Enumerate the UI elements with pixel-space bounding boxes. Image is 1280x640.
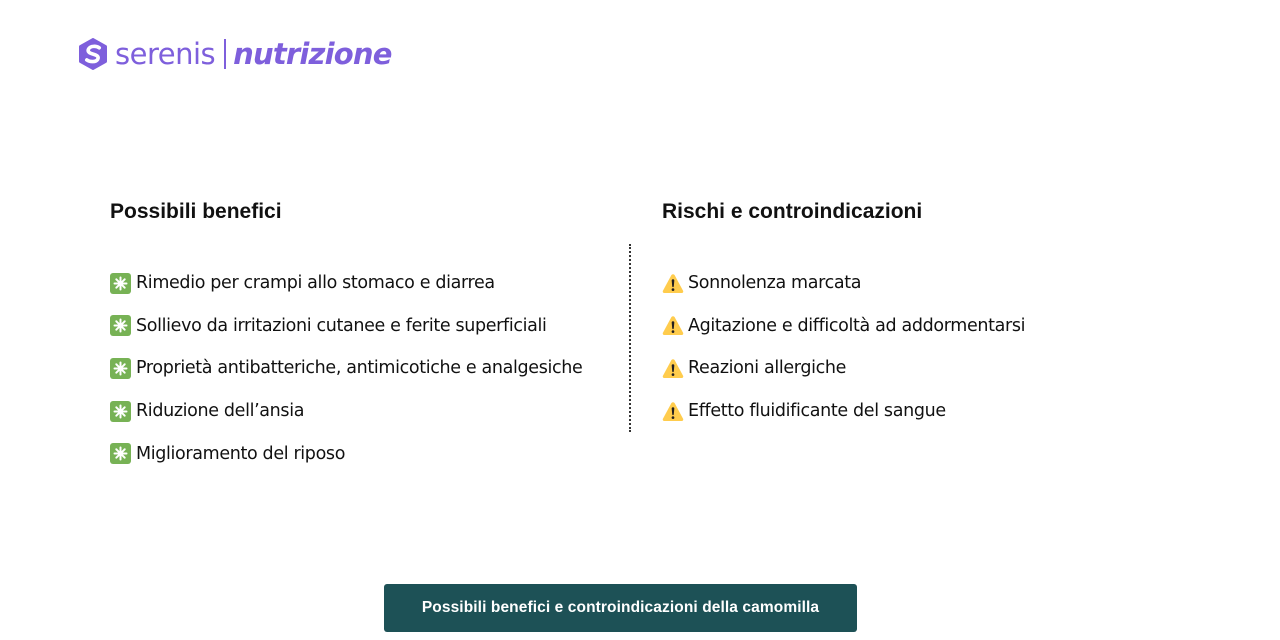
benefits-item-label: Miglioramento del riposo [136, 443, 346, 464]
sparkle-icon [110, 315, 131, 336]
logo-brand-text: serenis [115, 36, 216, 71]
serenis-logo [78, 37, 392, 71]
warning-icon [662, 315, 684, 336]
risks-item-label: Reazioni allergiche [688, 358, 847, 379]
benefits-section [110, 195, 620, 464]
image-caption: Possibili benefici e controindicazioni della camomilla [384, 584, 857, 632]
warning-icon [662, 401, 684, 422]
risks-item-label: Agitazione e difficoltà ad addormentarsi [688, 315, 1026, 336]
benefits-item-label: Riduzione dell’ansia [136, 401, 305, 422]
logo-product-text: nutrizione [233, 36, 392, 71]
risks-list [662, 262, 1025, 432]
benefits-heading: Possibili benefici [110, 200, 282, 223]
benefits-item [110, 390, 582, 433]
sparkle-icon [110, 273, 131, 294]
sparkle-icon [110, 358, 131, 379]
risks-item-label: Sonnolenza marcata [688, 273, 862, 294]
benefits-item-label: Rimedio per crampi allo stomaco e diarrea [136, 273, 495, 294]
serenis-s-logo-icon [78, 38, 108, 70]
warning-icon [662, 273, 684, 294]
benefits-list [110, 262, 582, 475]
risks-item [662, 347, 1025, 390]
benefits-item [110, 262, 582, 305]
risks-heading: Rischi e controindicazioni [662, 200, 923, 223]
risks-item-label: Effetto fluidificante del sangue [688, 401, 946, 422]
benefits-item-label: Sollievo da irritazioni cutanee e ferite superficiali [136, 315, 547, 336]
risks-item [662, 390, 1025, 433]
risks-item [662, 305, 1025, 348]
benefits-item [110, 347, 582, 390]
column-divider [629, 244, 631, 432]
sparkle-icon [110, 401, 131, 422]
risks-item [662, 262, 1025, 305]
benefits-item [110, 432, 582, 475]
logo-separator [224, 39, 226, 69]
benefits-item [110, 305, 582, 348]
benefits-item-label: Proprietà antibatteriche, antimicotiche e analgesiche [136, 358, 583, 379]
warning-icon [662, 358, 684, 379]
risks-section [662, 195, 1182, 422]
sparkle-icon [110, 443, 131, 464]
